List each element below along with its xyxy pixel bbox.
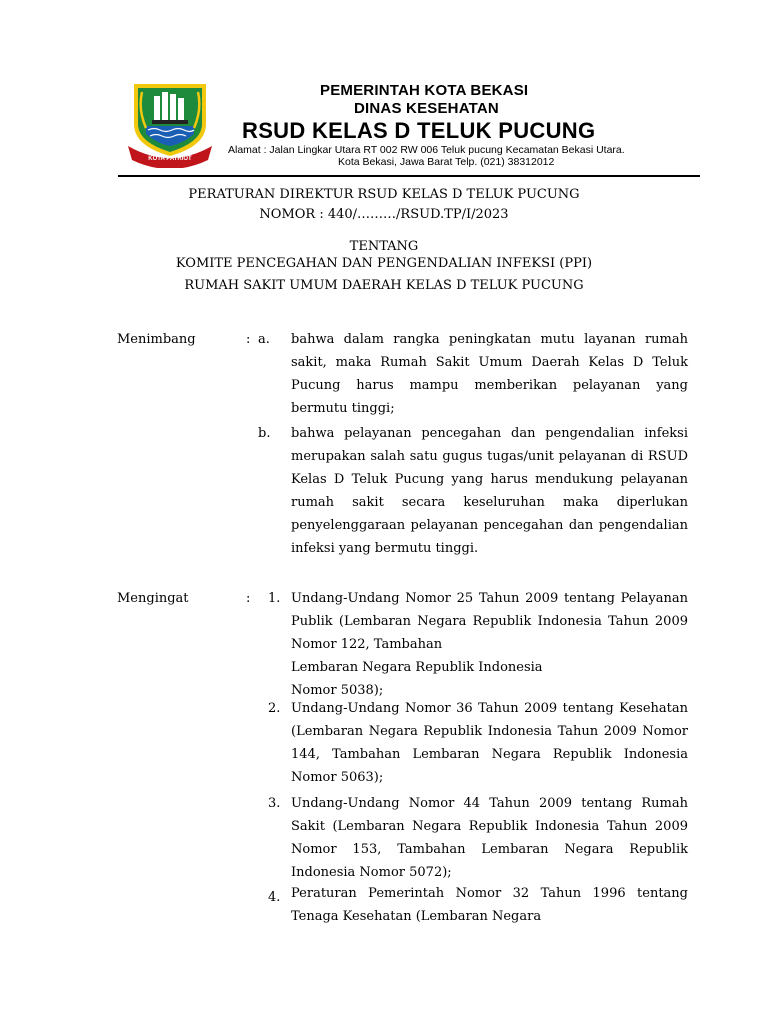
item-mark: 4. bbox=[268, 890, 281, 905]
item-mark: 2. bbox=[268, 701, 281, 716]
letterhead-government: PEMERINTAH KOTA BEKASI bbox=[320, 82, 529, 99]
item-text: Undang-Undang Nomor 44 Tahun 2009 tentang Rumah Sakit (Lembaran Negara Republik Indonesia Tahun 2009 Nomor 153, Tambahan Lembaran Negara Republik Indonesia Nomor 5072); bbox=[291, 796, 688, 880]
item-text: Undang-Undang Nomor 25 Tahun 2009 tentang Pelayanan Publik (Lembaran Negara Republik Indonesia Tahun 2009 Nomor 122, Tambahan bbox=[291, 591, 688, 652]
section-label: Mengingat bbox=[117, 591, 189, 606]
item-mark: 1. bbox=[268, 591, 281, 606]
item-text: bahwa pelayanan pencegahan dan pengendalian infeksi merupakan salah satu gugus tugas/unit pelayanan di RSUD Kelas D Teluk Pucung yang harus mendukung pelayanan rumah sakit secara keseluruhan maka diperlukan penyelenggaraan pelayanan pencegahan dan pengendalian infeksi yang bermutu tinggi. bbox=[291, 426, 688, 556]
item-mark: b. bbox=[258, 426, 271, 441]
regulation-about: TENTANG bbox=[349, 239, 419, 254]
letterhead-department: DINAS KESEHATAN bbox=[354, 100, 499, 117]
item-text: Undang-Undang Nomor 36 Tahun 2009 tentang Kesehatan (Lembaran Negara Republik Indonesia Tahun 2009 Nomor 144, Tambahan Lembaran Negara Republik Indonesia Nomor 5063); bbox=[291, 701, 688, 785]
section-colon: : bbox=[246, 591, 251, 606]
item-mark: 3. bbox=[268, 796, 281, 811]
item-text-continued: Lembaran Negara Republik Indonesia bbox=[291, 660, 543, 675]
section-colon: : bbox=[246, 332, 251, 347]
item-text-continued: Nomor 5038); bbox=[291, 683, 384, 698]
section-label: Menimbang bbox=[117, 332, 196, 347]
regulation-title: PERATURAN DIREKTUR RSUD KELAS D TELUK PUCUNG bbox=[188, 187, 580, 202]
item-mark: a. bbox=[258, 332, 270, 347]
letterhead-city-phone: Kota Bekasi, Jawa Barat Telp. (021) 38312012 bbox=[338, 156, 555, 168]
logo-banner-text: KOTA PATRIOT bbox=[148, 156, 192, 162]
regulation-number: NOMOR : 440/………/RSUD.TP/I/2023 bbox=[259, 207, 509, 222]
item-text: Peraturan Pemerintah Nomor 32 Tahun 1996 tentang Tenaga Kesehatan (Lembaran Negara bbox=[291, 886, 688, 924]
kota-bekasi-logo bbox=[124, 80, 216, 168]
regulation-subject-1: KOMITE PENCEGAHAN DAN PENGENDALIAN INFEKSI (PPI) bbox=[175, 256, 593, 271]
item-text: bahwa dalam rangka peningkatan mutu layanan rumah sakit, maka Rumah Sakit Umum Daerah Kelas D Teluk Pucung harus mampu memberikan pelayanan yang bermutu tinggi; bbox=[291, 332, 688, 416]
regulation-subject-2: RUMAH SAKIT UMUM DAERAH KELAS D TELUK PUCUNG bbox=[184, 278, 584, 293]
letterhead-divider bbox=[118, 175, 700, 177]
letterhead-address: Alamat : Jalan Lingkar Utara RT 002 RW 006 Teluk pucung Kecamatan Bekasi Utara. bbox=[228, 144, 625, 156]
letterhead-hospital-name: RSUD KELAS D TELUK PUCUNG bbox=[242, 118, 596, 143]
